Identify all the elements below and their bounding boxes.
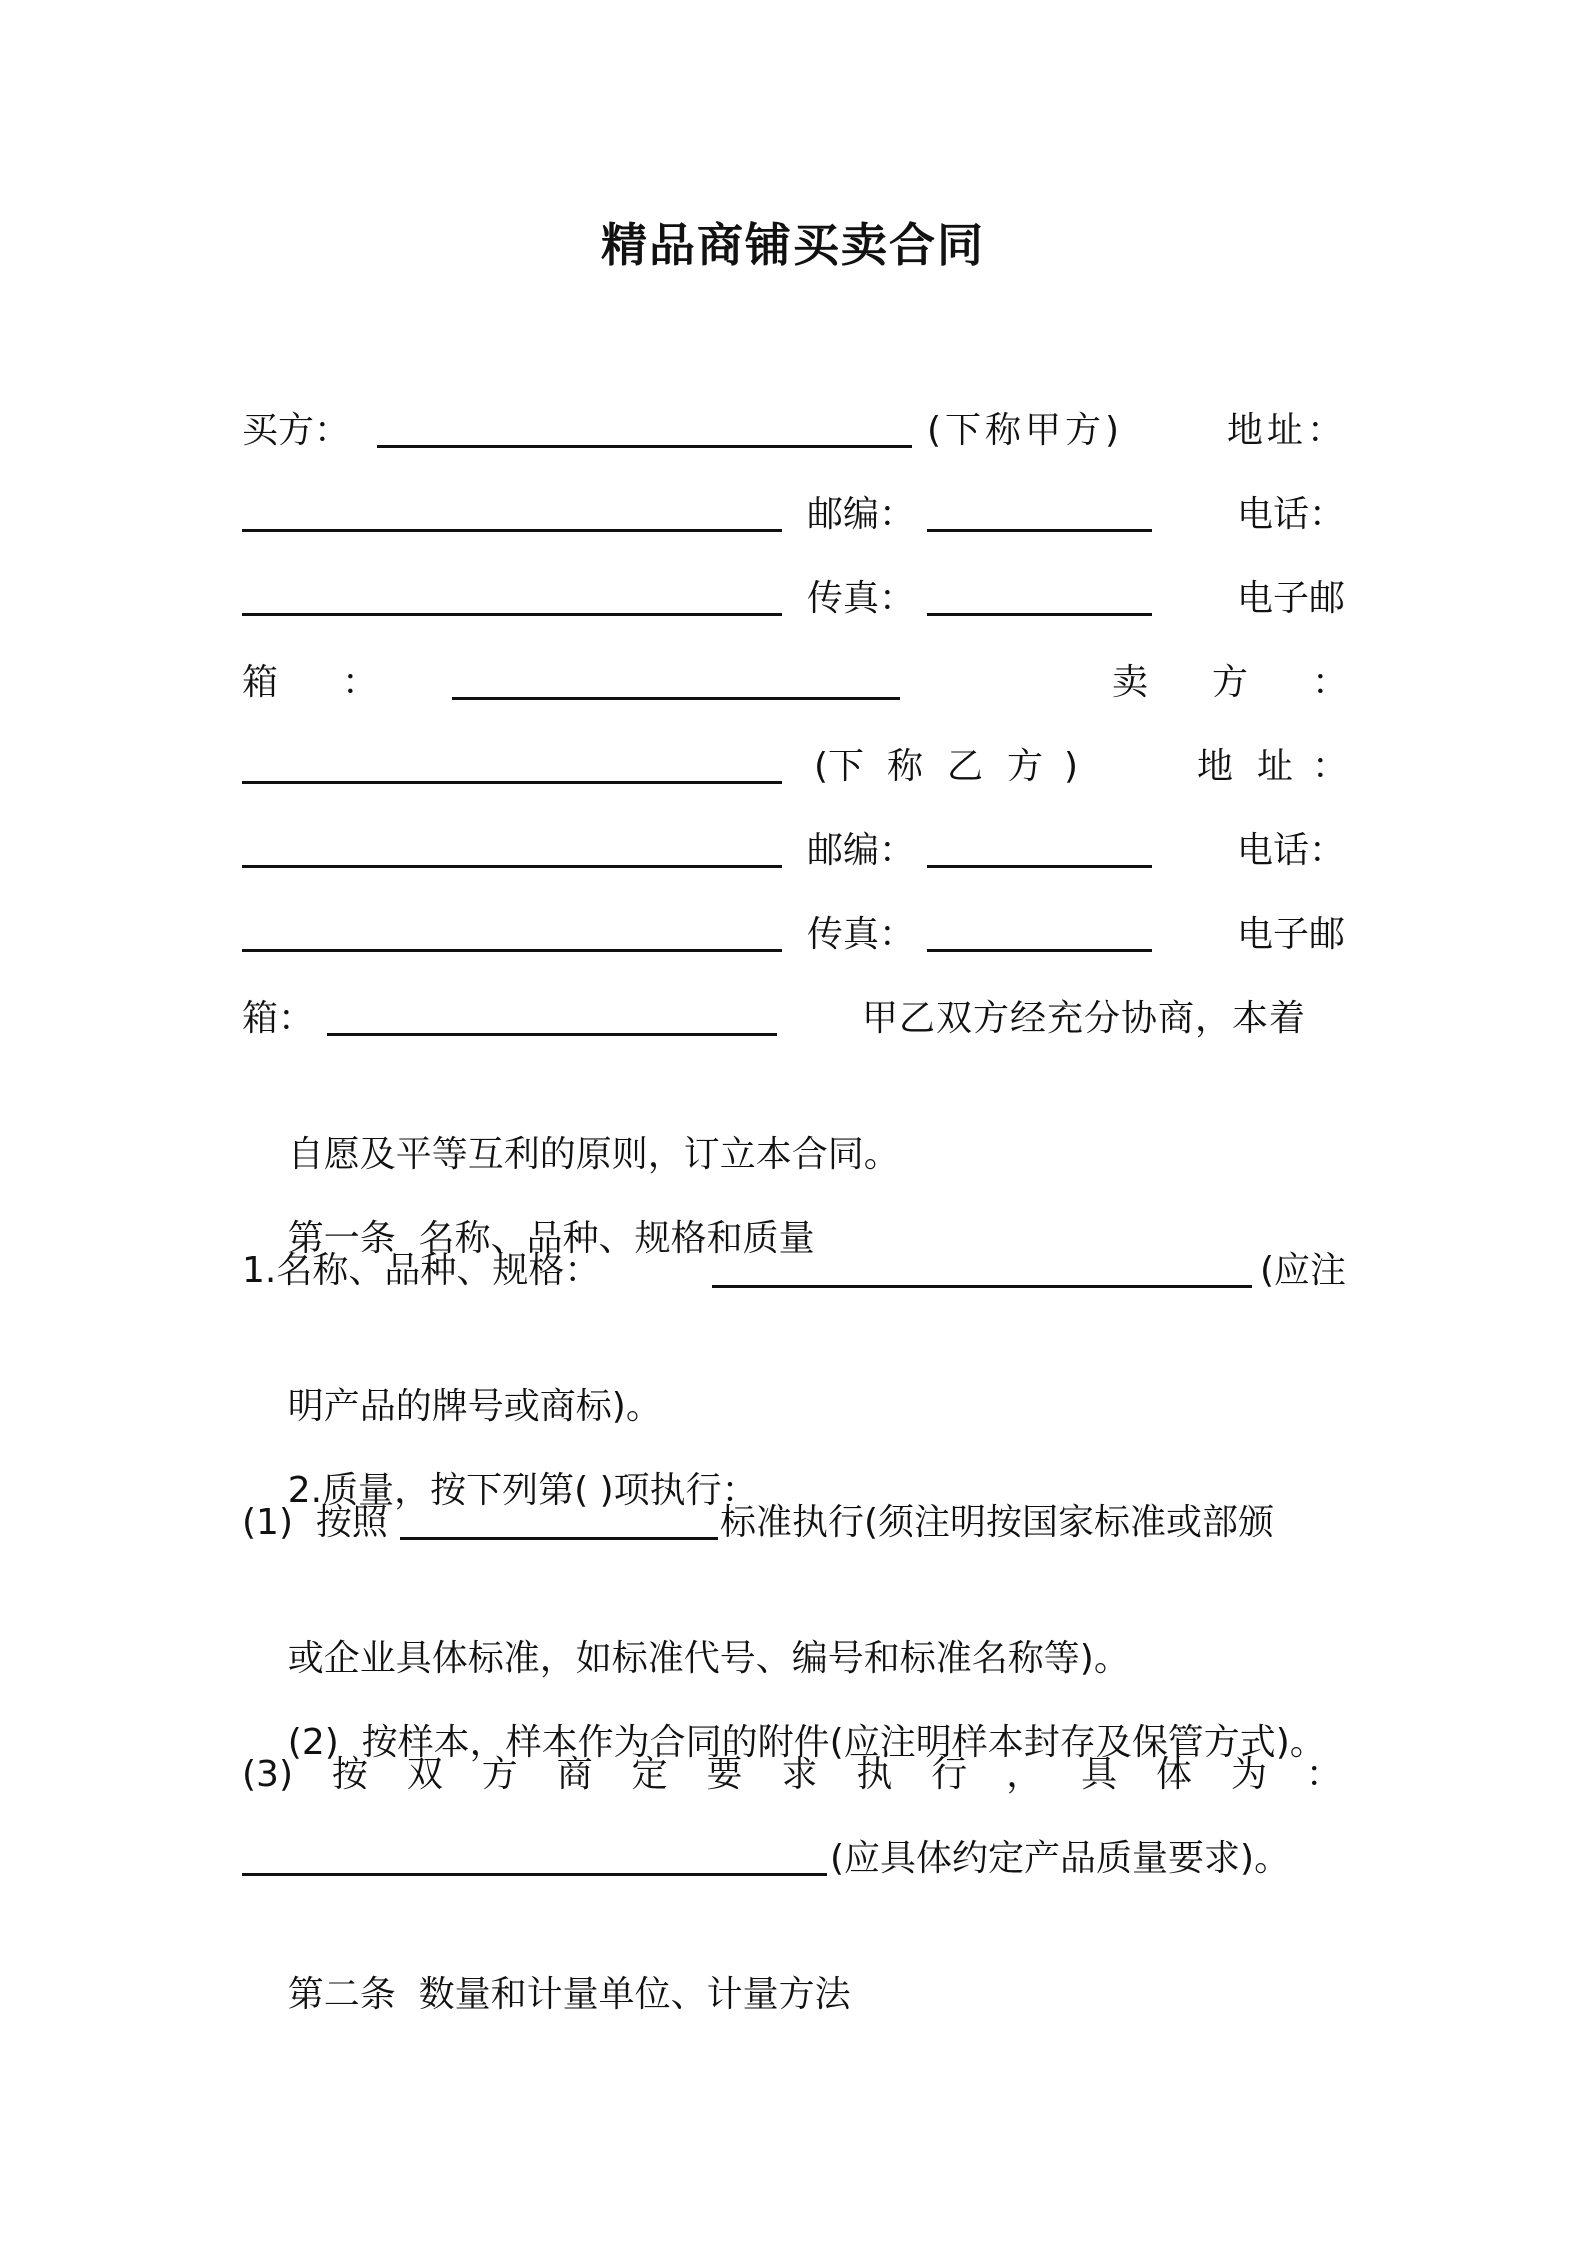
seller-label-char2: 方 — [1212, 662, 1249, 703]
option-3-cont-line — [242, 1833, 1392, 1885]
seller-address-blank[interactable] — [242, 865, 782, 868]
buyer-alias: (下称甲方) — [927, 410, 1124, 451]
buyer-name-blank[interactable] — [377, 445, 912, 448]
option-3-char: 要 — [706, 1754, 743, 1795]
option-2-text: (2) 按样本，样本作为合同的附件(应注明样本封存及保管方式)。 — [287, 1722, 1326, 1763]
option-2-line — [242, 1665, 1326, 1763]
buyer-email-colon: ： — [342, 662, 379, 703]
article-2-heading — [242, 1917, 851, 2015]
option-3-char: 商 — [556, 1754, 593, 1795]
buyer-postcode-blank[interactable] — [927, 529, 1152, 532]
option-3-char: 求 — [781, 1754, 818, 1795]
option-3-char: 定 — [631, 1754, 668, 1795]
seller-alias-part4: 方 — [1007, 746, 1044, 787]
seller-label-colon: ： — [1312, 662, 1349, 703]
option-3-char: 体 — [1156, 1754, 1193, 1795]
seller-fax-blank[interactable] — [927, 949, 1152, 952]
item-1-suffix: (应注 — [1260, 1250, 1347, 1291]
option-3-char: ， — [1006, 1754, 1043, 1795]
seller-phone-label: 电话： — [1237, 830, 1346, 871]
buyer-label: 买方： — [242, 410, 351, 451]
option-1-cont-text: 或企业具体标准，如标准代号、编号和标准名称等)。 — [287, 1638, 1130, 1679]
page-title: 精品商铺买卖合同 — [601, 218, 985, 272]
buyer-phone-label: 电话： — [1237, 494, 1346, 535]
seller-alias-part2: 称 — [887, 746, 924, 787]
buyer-address-label: 地址： — [1227, 410, 1348, 451]
seller-alias-part1: (下 — [814, 746, 865, 787]
buyer-email-label-end: 箱 — [242, 662, 279, 703]
seller-postcode-blank[interactable] — [927, 865, 1152, 868]
option-1-line — [242, 1497, 1392, 1549]
item-1-cont-line — [242, 1329, 662, 1427]
option-3-char: ： — [1305, 1754, 1342, 1795]
option-1-suffix: 标准执行(须注明按国家标准或部颁 — [720, 1502, 1275, 1543]
item-1-label: 1.名称、品种、规格： — [242, 1250, 601, 1291]
option-3-char: 行 — [931, 1754, 968, 1795]
buyer-fax-line — [242, 573, 1392, 625]
buyer-email-label: 电子邮 — [1237, 578, 1346, 619]
seller-line — [242, 657, 1392, 709]
buyer-postcode-line — [242, 489, 1392, 541]
option-3-suffix: (应具体约定产品质量要求)。 — [830, 1838, 1291, 1879]
buyer-fax-label: 传真： — [807, 578, 916, 619]
item-1-cont-text: 明产品的牌号或商标)。 — [287, 1386, 662, 1427]
seller-alias-part3: 乙 — [947, 746, 984, 787]
seller-address-char1: 地 — [1197, 746, 1234, 787]
item-1-blank[interactable] — [712, 1285, 1252, 1288]
buyer-fax-blank[interactable] — [927, 613, 1152, 616]
seller-postcode-label: 邮编： — [807, 830, 916, 871]
option-3-blank[interactable] — [242, 1873, 827, 1876]
option-3-char: 执 — [856, 1754, 893, 1795]
option-3-char: 方 — [481, 1754, 518, 1795]
option-3-char: 具 — [1081, 1754, 1118, 1795]
intro-end-line — [242, 1077, 900, 1175]
intro-line — [242, 993, 1392, 1045]
buyer-address-blank[interactable] — [242, 529, 782, 532]
item-2-line — [242, 1413, 758, 1511]
option-3-char: (3) — [242, 1754, 293, 1795]
buyer-email-blank[interactable] — [452, 697, 900, 700]
seller-phone-blank[interactable] — [242, 949, 782, 952]
seller-label-char1: 卖 — [1112, 662, 1149, 703]
seller-address-colon: ： — [1312, 746, 1349, 787]
option-1-blank[interactable] — [400, 1537, 718, 1540]
option-3-line — [242, 1749, 1342, 1801]
option-3-char: 为 — [1230, 1754, 1267, 1795]
option-3-char: 双 — [406, 1754, 443, 1795]
seller-alias-line — [242, 741, 1392, 793]
option-1-cont-line — [242, 1581, 1130, 1679]
buyer-postcode-label: 邮编： — [807, 494, 916, 535]
seller-fax-label: 传真： — [807, 914, 916, 955]
seller-email-blank[interactable] — [327, 1033, 777, 1036]
seller-email-label-end: 箱： — [242, 998, 315, 1039]
item-2-text: 2.质量，按下列第( )项执行： — [287, 1470, 758, 1511]
seller-address-char2: 址 — [1257, 746, 1294, 787]
option-3-char: 按 — [331, 1754, 368, 1795]
item-1-line — [242, 1245, 1392, 1297]
seller-name-blank[interactable] — [242, 781, 782, 784]
option-1-prefix: (1) 按照 — [242, 1502, 388, 1543]
seller-alias-part5: ) — [1064, 746, 1079, 787]
article-2-heading-text: 第二条 数量和计量单位、计量方法 — [287, 1974, 851, 2015]
intro-text: 甲乙双方经充分协商，本着 — [862, 998, 1307, 1039]
buyer-phone-blank[interactable] — [242, 613, 782, 616]
seller-fax-line — [242, 909, 1392, 961]
intro-end-text: 自愿及平等互利的原则，订立本合同。 — [287, 1134, 900, 1175]
seller-email-label: 电子邮 — [1237, 914, 1346, 955]
article-1-heading — [242, 1161, 815, 1259]
buyer-line — [242, 405, 1392, 457]
seller-postcode-line — [242, 825, 1392, 877]
article-1-heading-text: 第一条 名称、品种、规格和质量 — [287, 1218, 815, 1259]
